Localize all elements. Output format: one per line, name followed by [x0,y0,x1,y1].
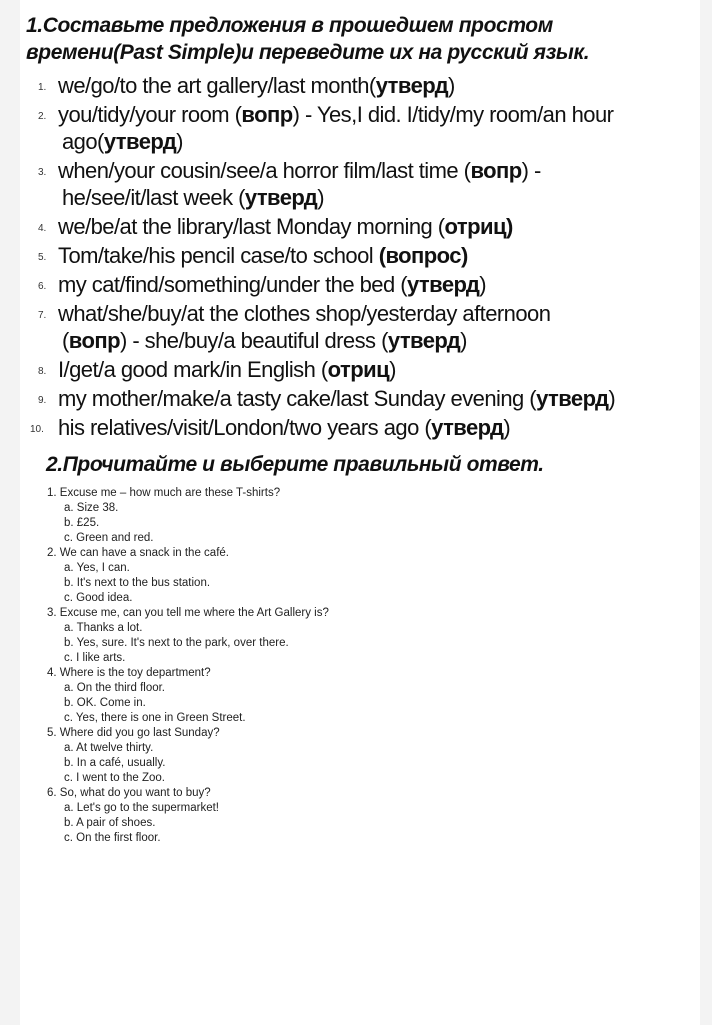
item-number: 1. [38,82,47,93]
sentence-text: ago( [62,129,104,154]
list-item-line [58,72,686,99]
answer-option: b. A pair of shoes. [64,817,156,829]
sentence-text: ) [317,185,324,210]
answer-option: a. Thanks a lot. [64,622,143,634]
sentence-text: what/she/buy/at the clothes shop/yesterday afternoon [58,301,551,326]
sentence-text: we/go/to the art gallery/last month( [58,73,376,98]
sentence-text: ) [389,357,396,382]
list-item [26,414,686,441]
answer-option: b. £25. [64,517,100,529]
sentence-text: my mother/make/a tasty cake/last Sunday evening ( [58,386,537,411]
sentence-text: my cat/find/something/under the bed ( [58,272,407,297]
answer-option: c. Green and red. [64,532,154,544]
sentence-text: he/see/it/last week ( [62,185,245,210]
item-number: 7. [38,310,47,321]
sentence-text: you/tidy/your room ( [58,102,242,127]
sentence-type-label: (вопрос) [378,243,468,268]
item-number: 6. [38,281,47,292]
list-item-line [58,242,686,269]
list-item [26,213,686,240]
sentence-text: his relatives/visit/London/two years ago ( [58,415,432,440]
task2-title: 2.Прочитайте и выберите правильный ответ. [46,453,544,476]
sentence-type-label: утверд [536,386,609,411]
sentence-text: I/get/a good mark/in English ( [58,357,328,382]
answer-option: a. At twelve thirty. [64,742,154,754]
list-item [26,271,686,298]
answer-option: a. Let's go to the supermarket! [64,802,219,814]
item-number: 3. [38,167,47,178]
list-item-line [58,184,686,211]
sentence-type-label: утверд [406,272,480,297]
question: 4. Where is the toy department? [47,667,211,679]
list-item-line [58,385,686,412]
list-item-line [58,128,686,155]
task1-list [26,72,686,441]
task1-title-line2: времени(Past Simple)и переведите их на русский язык. [26,41,590,64]
question: 6. So, what do you want to buy? [47,787,211,799]
sentence-type-label: утверд [244,185,318,210]
answer-option: b. It's next to the bus station. [64,577,211,589]
list-item [26,101,686,155]
item-number: 10. [30,424,44,435]
list-item-line [58,356,686,383]
document-content [20,0,700,866]
sentence-type-label: утверд [431,415,504,440]
question: 5. Where did you go last Sunday? [47,727,220,739]
sentence-text: ) [448,73,455,98]
answer-option: a. Size 38. [64,502,119,514]
sentence-type-label: утверд [375,73,449,98]
sentence-text: when/your cousin/see/a horror film/last time ( [58,158,471,183]
sentence-text: ) [176,129,183,154]
list-item [26,385,686,412]
sentence-text: ) [608,386,616,411]
list-item [26,300,686,354]
sentence-type-label: утверд [103,129,177,154]
sentence-text: ) - Yes,I did. I/tidy/my room/an hour [292,102,614,127]
list-item [26,157,686,211]
list-item-line [58,101,686,128]
list-item [26,242,686,269]
document-page [20,0,700,1025]
list-item-line [58,213,686,240]
sentence-type-label: отриц) [444,214,513,239]
answer-option: c. I went to the Zoo. [64,772,165,784]
sentence-type-label: вопр [470,158,522,183]
sentence-type-label: вопр [241,102,293,127]
list-item-line [58,157,686,184]
list-item-line [58,300,686,327]
task2-questions-image [47,486,686,846]
sentence-text: ) - [521,158,541,183]
list-item-line [58,414,686,441]
sentence-text: ( [62,328,69,353]
sentence-type-label: утверд [387,328,461,353]
item-number: 2. [38,111,47,122]
question: 1. Excuse me – how much are these T-shirts? [47,487,281,499]
list-item [26,356,686,383]
task1-title-line1: 1.Составьте предложения в прошедшем простом [26,14,553,37]
item-number: 5. [38,252,47,263]
list-item-line [58,271,686,298]
answer-option: c. Good idea. [64,592,133,604]
answer-option: a. Yes, I can. [64,562,130,574]
answer-option: c. I like arts. [64,652,126,664]
question: 3. Excuse me, can you tell me where the Art Gallery is? [47,607,329,619]
answer-option: a. On the third floor. [64,682,166,694]
sentence-text: ) [460,328,467,353]
item-number: 4. [38,223,47,234]
item-number: 8. [38,366,47,377]
question: 2. We can have a snack in the café. [47,547,229,559]
answer-option: b. Yes, sure. It's next to the park, over there. [64,637,289,649]
sentence-text: ) [479,272,487,297]
sentence-text: Tom/take/his pencil case/to school [58,243,379,268]
answer-option: c. Yes, there is one in Green Street. [64,712,246,724]
sentence-text: we/be/at the library/last Monday morning ( [58,214,445,239]
sentence-text: ) [503,415,511,440]
sentence-type-label: вопр [68,328,120,353]
answer-option: b. In a café, usually. [64,757,166,769]
answer-option: c. On the first floor. [64,832,161,844]
answer-option: b. OK. Come in. [64,697,146,709]
list-item [26,72,686,99]
item-number: 9. [38,395,47,406]
sentence-type-label: отриц [327,357,390,382]
sentence-text: ) - she/buy/a beautiful dress ( [119,328,388,353]
list-item-line [58,327,686,354]
